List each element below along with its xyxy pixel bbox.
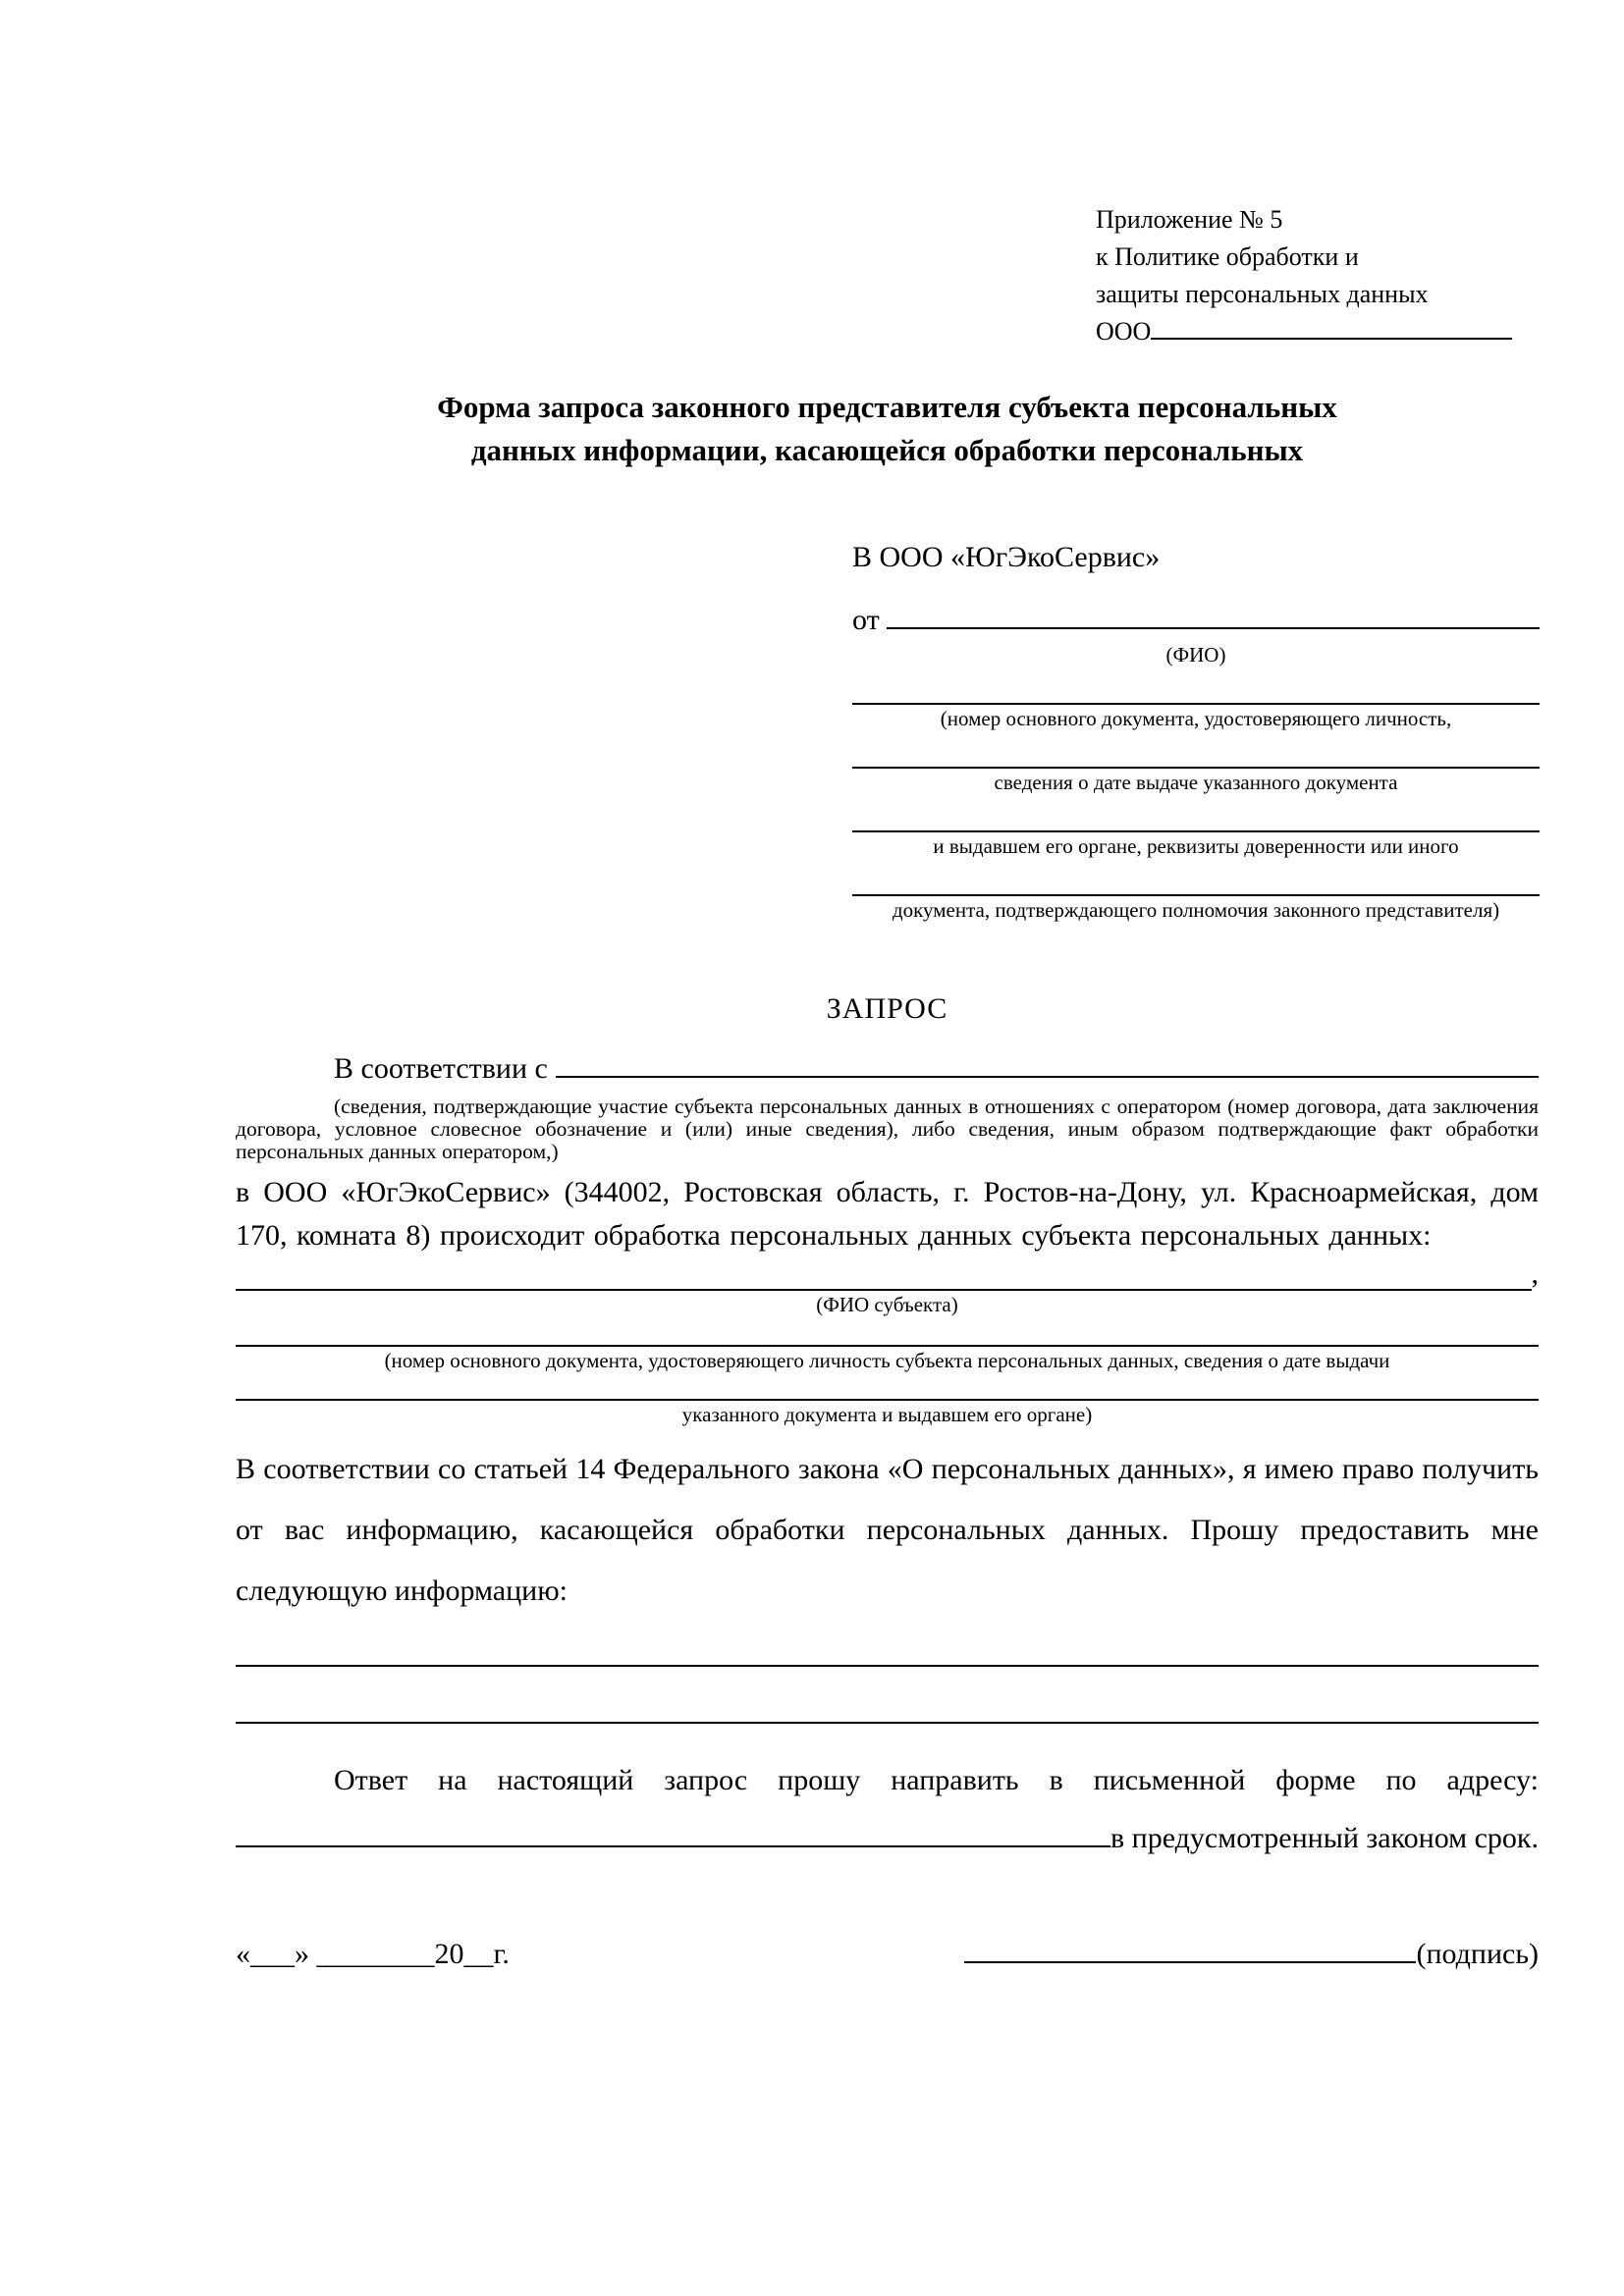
subject-fio-fill-line [236, 1288, 1532, 1291]
accordance-row [236, 1048, 1539, 1090]
fio-caption: (ФИО) [1165, 643, 1226, 667]
from-row [852, 600, 1540, 641]
policy-reference-line-1: к Политике обработки и [1096, 242, 1359, 271]
law-paragraph: В соответствии со статьей 14 Федерального закона «О персональных данных», я имею право получить от вас информацию, касающейся обработки персональных данных. Прошу предоставить мне следующую информацию: [236, 1453, 1539, 1607]
doc-fill-line-2 [852, 767, 1540, 769]
accordance-fill-line [556, 1075, 1539, 1078]
company-name-blank-row [1096, 313, 1512, 350]
policy-reference-line-2: защиты персональных данных [1096, 280, 1429, 308]
accordance-prefix: В соответствии с [334, 1052, 548, 1085]
doc-line-group [852, 894, 1540, 923]
company-name-fill-line [1151, 337, 1512, 340]
subject-fio-row [236, 1257, 1539, 1291]
appendix-number: Приложение № 5 [1096, 205, 1283, 234]
processing-paragraph: в ООО «ЮгЭкоСервис» (344002, Ростовская область, г. Ростов-на-Дону, ул. Красноармейская, дом 170, комната 8) происходит обработка персональных данных субъекта персональных данных: [236, 1176, 1539, 1252]
doc-line-group [852, 767, 1540, 795]
doc-fill-line-1 [852, 703, 1540, 705]
signature-block [964, 1934, 1539, 1975]
from-label: от [852, 604, 880, 636]
doc-fill-line-4 [852, 894, 1540, 896]
doc-caption-1: (номер основного документа, удостоверяющего личность, [940, 707, 1452, 730]
doc-line-group [852, 703, 1540, 731]
subject-doc-caption-1: (номер основного документа, удостоверяющего личность субъекта персональных данных, сведения о дате выдачи [384, 1349, 1390, 1372]
doc-caption-2: сведения о дате выдаче указанного документа [994, 771, 1398, 794]
footer-row [236, 1934, 1539, 1975]
document-title [236, 386, 1539, 472]
accordance-caption: (сведения, подтверждающие участие субъекта персональных данных в отношениях с оператором (номер договора, дата заключения договора, условное словесное обозначение и (или) иные сведения), либо сведения, иным образом подтверждающие факт обработки персональных данных оператором,) [236, 1095, 1539, 1163]
request-heading: ЗАПРОС [826, 992, 948, 1025]
information-fill-line-2 [236, 1722, 1539, 1724]
doc-fill-line-3 [852, 830, 1540, 832]
subject-doc-fill-line-2 [236, 1399, 1539, 1401]
company-prefix: ООО [1096, 317, 1152, 346]
addressee-company: В ООО «ЮгЭкоСервис» [852, 541, 1161, 573]
doc-caption-4: документа, подтверждающего полномочия законного представителя) [892, 898, 1500, 922]
subject-fio-caption: (ФИО субъекта) [816, 1293, 958, 1316]
doc-caption-3: и выдавшем его органе, реквизиты доверенности или иного [933, 834, 1459, 858]
addressee-block [852, 537, 1540, 923]
answer-address-fill-line [236, 1844, 1110, 1847]
answer-paragraph: Ответ на настоящий запрос прошу направить в письменной форме по адресу: [334, 1764, 1539, 1796]
subject-doc-caption-2: указанного документа и выдавшем его органе) [681, 1403, 1093, 1426]
subject-fio-trailing-comma: , [1531, 1257, 1539, 1290]
subject-doc-line-group [236, 1399, 1539, 1427]
subject-doc-line-group [236, 1345, 1539, 1373]
answer-address-row [236, 1818, 1539, 1859]
signature-caption: (подпись) [1416, 1938, 1539, 1970]
signature-fill-line [964, 1960, 1416, 1963]
information-fill-line-1 [236, 1665, 1539, 1667]
doc-line-group [852, 830, 1540, 859]
document-title-line-2: данных информации, касающейся обработки персональных [470, 433, 1304, 467]
document-title-line-1: Форма запроса законного представителя субъекта персональных [437, 390, 1337, 424]
answer-suffix: в предусмотренный законом срок. [1110, 1822, 1539, 1854]
from-fio-fill-line [887, 626, 1540, 629]
appendix-header [1096, 201, 1512, 350]
date-blank: «___» ________20__г. [236, 1938, 510, 1970]
subject-doc-fill-line-1 [236, 1345, 1539, 1347]
